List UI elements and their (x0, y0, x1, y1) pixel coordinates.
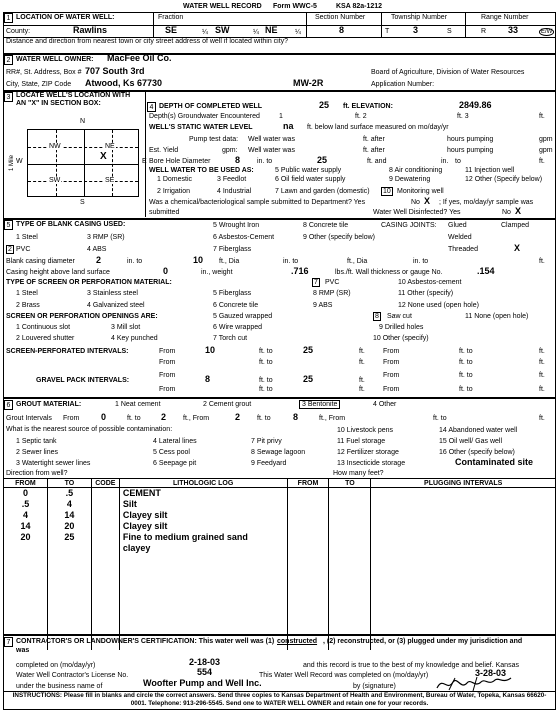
log-to: .5 (47, 488, 91, 499)
groundwater-3-label: ft. 3 (457, 113, 469, 120)
depth-value: 25 (319, 100, 330, 110)
se-quadrant-label: SE (105, 177, 115, 184)
screen-ft-row2: ft. (359, 359, 365, 366)
joint-glued: Glued (448, 222, 467, 229)
casing-other: 9 Other (specify below) (303, 234, 375, 241)
instructions-text: INSTRUCTIONS: Please fill in blanks and circle the correct answers. Send three copies to Kansas Department of Health and Environment, Bureau of Water, Topeka, Kansas 66620-0001. Telephone: 913-296-5545. Send one to WATER WELL OWNER and retain one for your records. (12, 692, 547, 707)
true-record-text: and this record is true to the best of my knowledge and belief. Kansas (303, 662, 519, 669)
log-header-from: FROM (4, 479, 48, 488)
chem-no-mark: X (424, 196, 431, 206)
completed-on-value: 2-18-03 (189, 657, 221, 667)
log-row (4, 532, 556, 543)
source-livestock-pens: 10 Livestock pens (337, 427, 394, 434)
casing-height-value: 0 (163, 266, 169, 276)
fraction-3-value: NE (265, 25, 278, 35)
grout-ft-to-3: ft. to (433, 415, 447, 422)
quarter-mark-2: ¼ (253, 29, 259, 36)
ksa-reference: KSA 82a-1212 (336, 3, 383, 10)
county-label: County: (6, 28, 31, 35)
screen-from-2: From (383, 348, 400, 355)
elevation-label: ft. ELEVATION: (343, 103, 393, 110)
north-label: N (80, 118, 86, 125)
use-selected-number: 10 (383, 188, 391, 195)
chem-submitted: submitted (149, 209, 180, 216)
screen-from-value: 10 (205, 345, 216, 355)
application-number-label: Application Number: (371, 81, 435, 88)
grout-from-value: 0 (101, 412, 107, 422)
quarter-mark-1: ¼ (202, 29, 208, 36)
bore-in: in. (441, 158, 449, 165)
log-description: Clayey silt (119, 510, 287, 521)
section-7-number: 7 (4, 637, 13, 647)
gravel-pack-label: GRAVEL PACK INTERVALS: (36, 377, 130, 384)
owner-label: WATER WELL OWNER: (16, 56, 94, 63)
gravel-from-label: From (159, 372, 176, 379)
grout-to-value-2: 8 (293, 412, 299, 422)
log-header-code: CODE (91, 479, 119, 488)
est-yield-label: Est. Yield (149, 147, 179, 154)
screen-other: 11 Other (specify) (398, 290, 454, 297)
address-value: 707 South 3rd (85, 66, 145, 76)
grout-other: 4 Other (373, 401, 397, 408)
south-label: S (80, 199, 85, 206)
county-value: Rawlins (73, 25, 108, 35)
use-other: 12 Other (Specify below) (465, 176, 543, 183)
one-mile-label: 1 Mile (9, 154, 16, 172)
grout-cement-grout: 2 Cement grout (203, 401, 252, 408)
source-seepage-pit: 6 Seepage pit (153, 460, 197, 467)
grout-ft-to: ft. to (127, 415, 141, 422)
screen-ft-row2b: ft. (539, 359, 545, 366)
section-3-number: 3 (4, 92, 13, 102)
gravel-ft-2: ft. (539, 372, 545, 379)
opening-gauzed: 5 Gauzed wrapped (213, 313, 273, 320)
range-value: 33 (508, 25, 519, 35)
casing-steel: 1 Steel (16, 234, 38, 241)
log-from: 20 (4, 532, 48, 543)
screen-abs: 9 ABS (313, 302, 333, 309)
record-completed-value: 3-28-03 (475, 668, 507, 678)
pump-hours-pumping: hours pumping (447, 136, 494, 143)
blank-casing-label: TYPE OF BLANK CASING USED: (16, 221, 126, 228)
gravel-ft-to-2: ft. to (459, 372, 473, 379)
business-name-label: under the business name of (16, 683, 103, 690)
log-to: 25 (47, 532, 91, 543)
log-to: 20 (47, 521, 91, 532)
business-name-value: Woofter Pump and Well Inc. (143, 678, 262, 688)
use-lawn-garden: 7 Lawn and garden (domestic) (275, 188, 370, 195)
screen-from-row2b: From (383, 359, 400, 366)
completed-on-label: completed on (mo/day/yr) (16, 662, 96, 669)
gravel-to-value: 25 (303, 374, 314, 384)
west-label: W (16, 158, 23, 165)
source-oil-gas-well: 15 Oil well/ Gas well (439, 438, 503, 445)
water-well-record-form (3, 2, 556, 710)
grout-from-label: From (63, 415, 80, 422)
log-description: clayey (119, 543, 287, 554)
east-label: E (142, 158, 147, 165)
blank-in-to-3: in. to (413, 258, 429, 265)
log-row (4, 521, 556, 532)
section-5-number: 5 (4, 220, 13, 230)
disinfected-question: Water Well Disinfected? Yes (373, 209, 461, 216)
grout-to-value: 2 (161, 412, 167, 422)
log-row (4, 499, 556, 510)
gravel-from-row2: From (159, 386, 176, 393)
yield-well-water-was: Well water was (248, 147, 295, 154)
bore-in-to: in. to (257, 158, 273, 165)
screen-steel: 1 Steel (16, 290, 38, 297)
certification-rest: , (2) reconstructed, or (3) plugged under my jurisdiction and (323, 638, 523, 645)
bore-diameter-value: 8 (235, 155, 241, 165)
blank-diameter-label: Blank casing diameter (6, 258, 75, 265)
grout-material-label: GROUT MATERIAL: (16, 401, 82, 408)
casing-pvc-number: 2 (8, 246, 12, 253)
opening-louvered: 2 Louvered shutter (16, 335, 75, 342)
sw-quadrant-label: SW (49, 177, 61, 184)
screen-intervals-label: SCREEN-PERFORATED INTERVALS: (6, 348, 129, 355)
disinfected-no-label: No (502, 209, 511, 216)
certification-constructed: constructed (277, 638, 318, 645)
use-irrigation: 2 Irrigation (157, 188, 191, 195)
screen-rmp: 8 RMP (SR) (313, 290, 351, 297)
gravel-ft-row2: ft. (359, 386, 365, 393)
section-2-number: 2 (4, 55, 13, 65)
section-4-number: 4 (147, 102, 156, 112)
joint-clamped: Clamped (501, 222, 530, 229)
use-industrial: 4 Industrial (217, 188, 252, 195)
source-pit-privy: 7 Pit privy (251, 438, 282, 445)
chem-if-yes: ; If yes, mo/day/yr sample was (439, 199, 534, 206)
ew-indicator: E/W (541, 29, 553, 35)
grout-neat-cement: 1 Neat cement (115, 401, 161, 408)
log-description: Fine to medium grained sand (119, 532, 287, 543)
wall-thickness-value: .154 (477, 266, 495, 276)
source-lateral-lines: 4 Lateral lines (153, 438, 197, 445)
joint-welded: Welded (448, 234, 472, 241)
section-value: 8 (339, 25, 345, 35)
opening-selected-number: 8 (375, 313, 379, 320)
blank-in-to-2: in. to (283, 258, 299, 265)
log-from: 4 (4, 510, 48, 521)
use-public-water: 5 Public water supply (275, 167, 342, 174)
blank-in-to: in. to (127, 258, 143, 265)
screen-ft-to-row2b: ft. to (459, 359, 473, 366)
screen-none: 12 None used (open hole) (398, 302, 479, 309)
bore-to-value: 25 (317, 155, 328, 165)
well-id: MW-2R (293, 78, 324, 88)
contamination-question: What is the nearest source of possible contamination: (6, 426, 173, 433)
fraction-2-value: SW (215, 25, 230, 35)
openings-label: SCREEN OR PERFORATION OPENINGS ARE: (6, 313, 158, 320)
grout-ft-from: ft., From (183, 415, 210, 422)
screen-stainless: 3 Stainless steel (87, 290, 138, 297)
use-air-conditioning: 8 Air conditioning (389, 167, 443, 174)
gravel-ft-to: ft. to (259, 377, 273, 384)
groundwater-1: 1 (279, 113, 283, 120)
log-to: 4 (47, 499, 91, 510)
log-header-to: TO (47, 479, 91, 488)
screen-type-label: TYPE OF SCREEN OR PERFORATION MATERIAL: (6, 279, 172, 286)
est-yield-gpm: gpm: (222, 147, 238, 154)
blank-diameter-value: 2 (96, 255, 102, 265)
city-state-zip-label: City, State, ZIP Code (6, 81, 72, 88)
township-number-label: Township Number (391, 14, 448, 21)
casing-weight-label: in., weight (201, 269, 233, 276)
opening-key-punched: 4 Key punched (111, 335, 158, 342)
log-header-plug-from: FROM (287, 479, 329, 488)
opening-other: 10 Other (specify) (373, 335, 429, 342)
license-label: Water Well Contractor's License No. (16, 672, 129, 679)
gravel-ft-to-row2: ft. to (259, 386, 273, 393)
joint-threaded: Threaded (448, 246, 478, 253)
opening-continuous-slot: 1 Continuous slot (16, 324, 71, 331)
township-value: 3 (413, 25, 419, 35)
use-oil-field: 6 Oil field water supply (275, 176, 346, 183)
record-completed-label: This Water Well Record was completed on (mo/day/yr) (259, 672, 429, 679)
use-injection-well: 11 Injection well (465, 167, 515, 174)
opening-saw-cut: Saw cut (387, 313, 412, 320)
log-description: Clayey silt (119, 521, 287, 532)
blank-ft: ft. (539, 258, 545, 265)
opening-drilled-holes: 9 Drilled holes (379, 324, 424, 331)
location-label: LOCATION OF WATER WELL: (16, 14, 115, 21)
screen-ft-to-row2: ft. to (259, 359, 273, 366)
gravel-from-2: From (383, 372, 400, 379)
source-feedyard: 9 Feedyard (251, 460, 287, 467)
how-many-feet-label: How many feet? (333, 470, 384, 477)
gravel-from-value: 8 (205, 374, 211, 384)
screen-ft-1: ft. (359, 348, 365, 355)
source-insecticide-storage: 13 Insecticide storage (337, 460, 406, 467)
screen-ft-to-2: ft. to (459, 348, 473, 355)
opening-torch-cut: 7 Torch cut (213, 335, 248, 342)
certification-was: was (16, 647, 30, 654)
lithologic-log-table (3, 478, 556, 650)
distance-direction-label: Distance and direction from nearest town or city street address of well if located within city? (6, 38, 289, 45)
groundwater-ft: ft. (539, 113, 545, 120)
casing-pvc: PVC (16, 246, 31, 253)
log-description: CEMENT (119, 488, 287, 499)
locate-well-label: LOCATE WELL'S LOCATION WITH AN "X" IN SECTION BOX: (16, 92, 131, 107)
screen-ft-2: ft. (539, 348, 545, 355)
disinfected-no-mark: X (515, 206, 522, 216)
chem-no-label: No (411, 199, 420, 206)
license-value: 554 (197, 667, 213, 677)
groundwater-label: Depth(s) Groundwater Encountered (149, 113, 260, 120)
wall-thickness-label: lbs./ft. Wall thickness or gauge No. (335, 269, 443, 276)
static-level-text: ft. below land surface measured on mo/day/yr (307, 124, 449, 131)
source-fuel-storage: 11 Fuel storage (337, 438, 386, 445)
log-header-row (4, 479, 556, 488)
fraction-label: Fraction (158, 14, 184, 21)
direction-from-well-label: Direction from well? (6, 470, 68, 477)
source-watertight-sewer: 3 Watertight sewer lines (16, 460, 91, 467)
source-cess-pool: 5 Cess pool (153, 449, 190, 456)
form-number: Form WWC-5 (273, 3, 317, 10)
pump-well-water-was: Well water was (248, 136, 295, 143)
well-location-mark: X (100, 151, 107, 162)
use-feedlot: 3 Feedlot (217, 176, 247, 183)
yield-gpm: gpm (539, 147, 553, 154)
use-monitoring-well: Monitoring well (397, 188, 444, 195)
log-header-plug-to: TO (329, 479, 371, 488)
casing-wrought-iron: 5 Wrought Iron (213, 222, 260, 229)
log-row (4, 510, 556, 521)
gravel-ft-to-row2b: ft. to (459, 386, 473, 393)
source-sewage-lagoon: 8 Sewage lagoon (251, 449, 306, 456)
gravel-ft: ft. (359, 377, 365, 384)
log-to (47, 543, 91, 554)
bore-ft: ft. (539, 158, 545, 165)
groundwater-2-label: ft. 2 (355, 113, 367, 120)
section-number-label: Section Number (315, 14, 366, 21)
board-of-agriculture: Board of Agriculture, Division of Water Resources (371, 69, 525, 76)
log-from (4, 543, 48, 554)
address-label: RR#, St. Address, Box # (6, 69, 82, 76)
screen-from-row2: From (159, 359, 176, 366)
log-from: 14 (4, 521, 48, 532)
ne-quadrant-label: NE (105, 143, 115, 150)
opening-mill-slot: 3 Mill slot (111, 324, 141, 331)
nw-quadrant-label: NW (49, 143, 61, 150)
blank-ft-dia-2: ft., Dia (347, 258, 368, 265)
log-from: .5 (4, 499, 48, 510)
contamination-other-value: Contaminated site (455, 457, 534, 467)
casing-weight-value: .716 (291, 266, 309, 276)
pump-test-label: Pump test data: (189, 136, 239, 143)
screen-asbestos: 10 Asbestos-cement (398, 279, 462, 286)
pump-ft-after: ft. after (363, 136, 385, 143)
log-header-lithologic: LITHOLOGIC LOG (119, 479, 287, 488)
elevation-value: 2849.86 (459, 100, 492, 110)
log-from: 0 (4, 488, 48, 499)
city-state-zip-value: Atwood, Ks 67730 (85, 78, 163, 88)
source-abandoned-well: 14 Abandoned water well (439, 427, 518, 434)
screen-concrete-tile: 6 Concrete tile (213, 302, 259, 309)
use-dewatering: 9 Dewatering (389, 176, 431, 183)
bore-ft-and: ft. and (367, 158, 387, 165)
log-header-plugging: PLUGGING INTERVALS (371, 479, 556, 488)
blank-ft-dia-1: ft., Dia (219, 258, 240, 265)
township-prefix: T (385, 28, 390, 35)
use-label: WELL WATER TO BE USED AS: (149, 167, 254, 174)
casing-concrete-tile: 8 Concrete tile (303, 222, 349, 229)
screen-to-value: 25 (303, 345, 314, 355)
use-domestic: 1 Domestic (157, 176, 193, 183)
screen-from-label: From (159, 348, 176, 355)
form-title: WATER WELL RECORD (183, 3, 262, 10)
screen-pvc: PVC (325, 279, 340, 286)
fraction-1-value: SE (165, 25, 178, 35)
yield-hours-pumping: hours pumping (447, 147, 494, 154)
bore-to: to (455, 158, 461, 165)
depth-label: DEPTH OF COMPLETED WELL (159, 103, 263, 110)
range-prefix: R (481, 28, 487, 35)
bore-diameter-label: Bore Hole Diameter (149, 158, 211, 165)
grout-intervals-label: Grout Intervals (6, 415, 52, 422)
section-1-number: 1 (4, 13, 13, 23)
casing-abs: 4 ABS (87, 246, 107, 253)
gravel-from-row2b: From (383, 386, 400, 393)
opening-none: 11 None (open hole) (465, 313, 529, 320)
casing-joints-label: CASING JOINTS: (381, 222, 437, 229)
casing-rmp: 3 RMP (SR) (87, 234, 125, 241)
source-other: 16 Other (specify below) (439, 449, 515, 456)
grout-ft-from-2: ft., From (319, 415, 346, 422)
log-row (4, 543, 556, 554)
static-level-value: na (283, 121, 294, 131)
quarter-mark-3: ¼ (295, 29, 301, 36)
source-fertilizer-storage: 12 Fertilizer storage (337, 449, 399, 456)
grout-ft: ft. (539, 415, 545, 422)
screen-galvanized: 4 Galvanized steel (87, 302, 145, 309)
screen-fiberglass: 5 Fiberglass (213, 290, 252, 297)
static-level-label: WELL'S STATIC WATER LEVEL (149, 124, 253, 131)
township-suffix: S (447, 28, 452, 35)
opening-wire-wrapped: 6 Wire wrapped (213, 324, 263, 331)
section-6-number: 6 (4, 400, 13, 410)
gravel-ft-row2b: ft. (539, 386, 545, 393)
chem-sample-question: Was a chemical/bacteriological sample submitted to Department? Yes (149, 199, 366, 206)
pump-gpm: gpm (539, 136, 553, 143)
casing-height-label: Casing height above land surface (6, 269, 110, 276)
log-row (4, 488, 556, 499)
joint-threaded-mark: X (514, 243, 521, 253)
blank-to-value: 10 (193, 255, 204, 265)
casing-asbestos: 6 Asbestos-Cement (213, 234, 275, 241)
signature-label: by (signature) (353, 683, 396, 690)
grout-from-value-2: 2 (235, 412, 241, 422)
yield-ft-after: ft. after (363, 147, 385, 154)
owner-value: MacFee Oil Co. (107, 53, 172, 63)
certification-label: CONTRACTOR'S OR LANDOWNER'S CERTIFICATION: This water well was (1) (16, 638, 275, 645)
log-description: Silt (119, 499, 287, 510)
screen-ft-to: ft. to (259, 348, 273, 355)
screen-brass: 2 Brass (16, 302, 40, 309)
section-box (27, 129, 139, 197)
source-septic-tank: 1 Septic tank (16, 438, 57, 445)
casing-fiberglass: 7 Fiberglass (213, 246, 252, 253)
grout-ft-to-2: ft. to (257, 415, 271, 422)
screen-selected-number: 7 (314, 279, 318, 286)
grout-bentonite: 3 Bentonite (299, 400, 340, 409)
range-number-label: Range Number (481, 14, 529, 21)
source-sewer-lines: 2 Sewer lines (16, 449, 59, 456)
log-to: 14 (47, 510, 91, 521)
